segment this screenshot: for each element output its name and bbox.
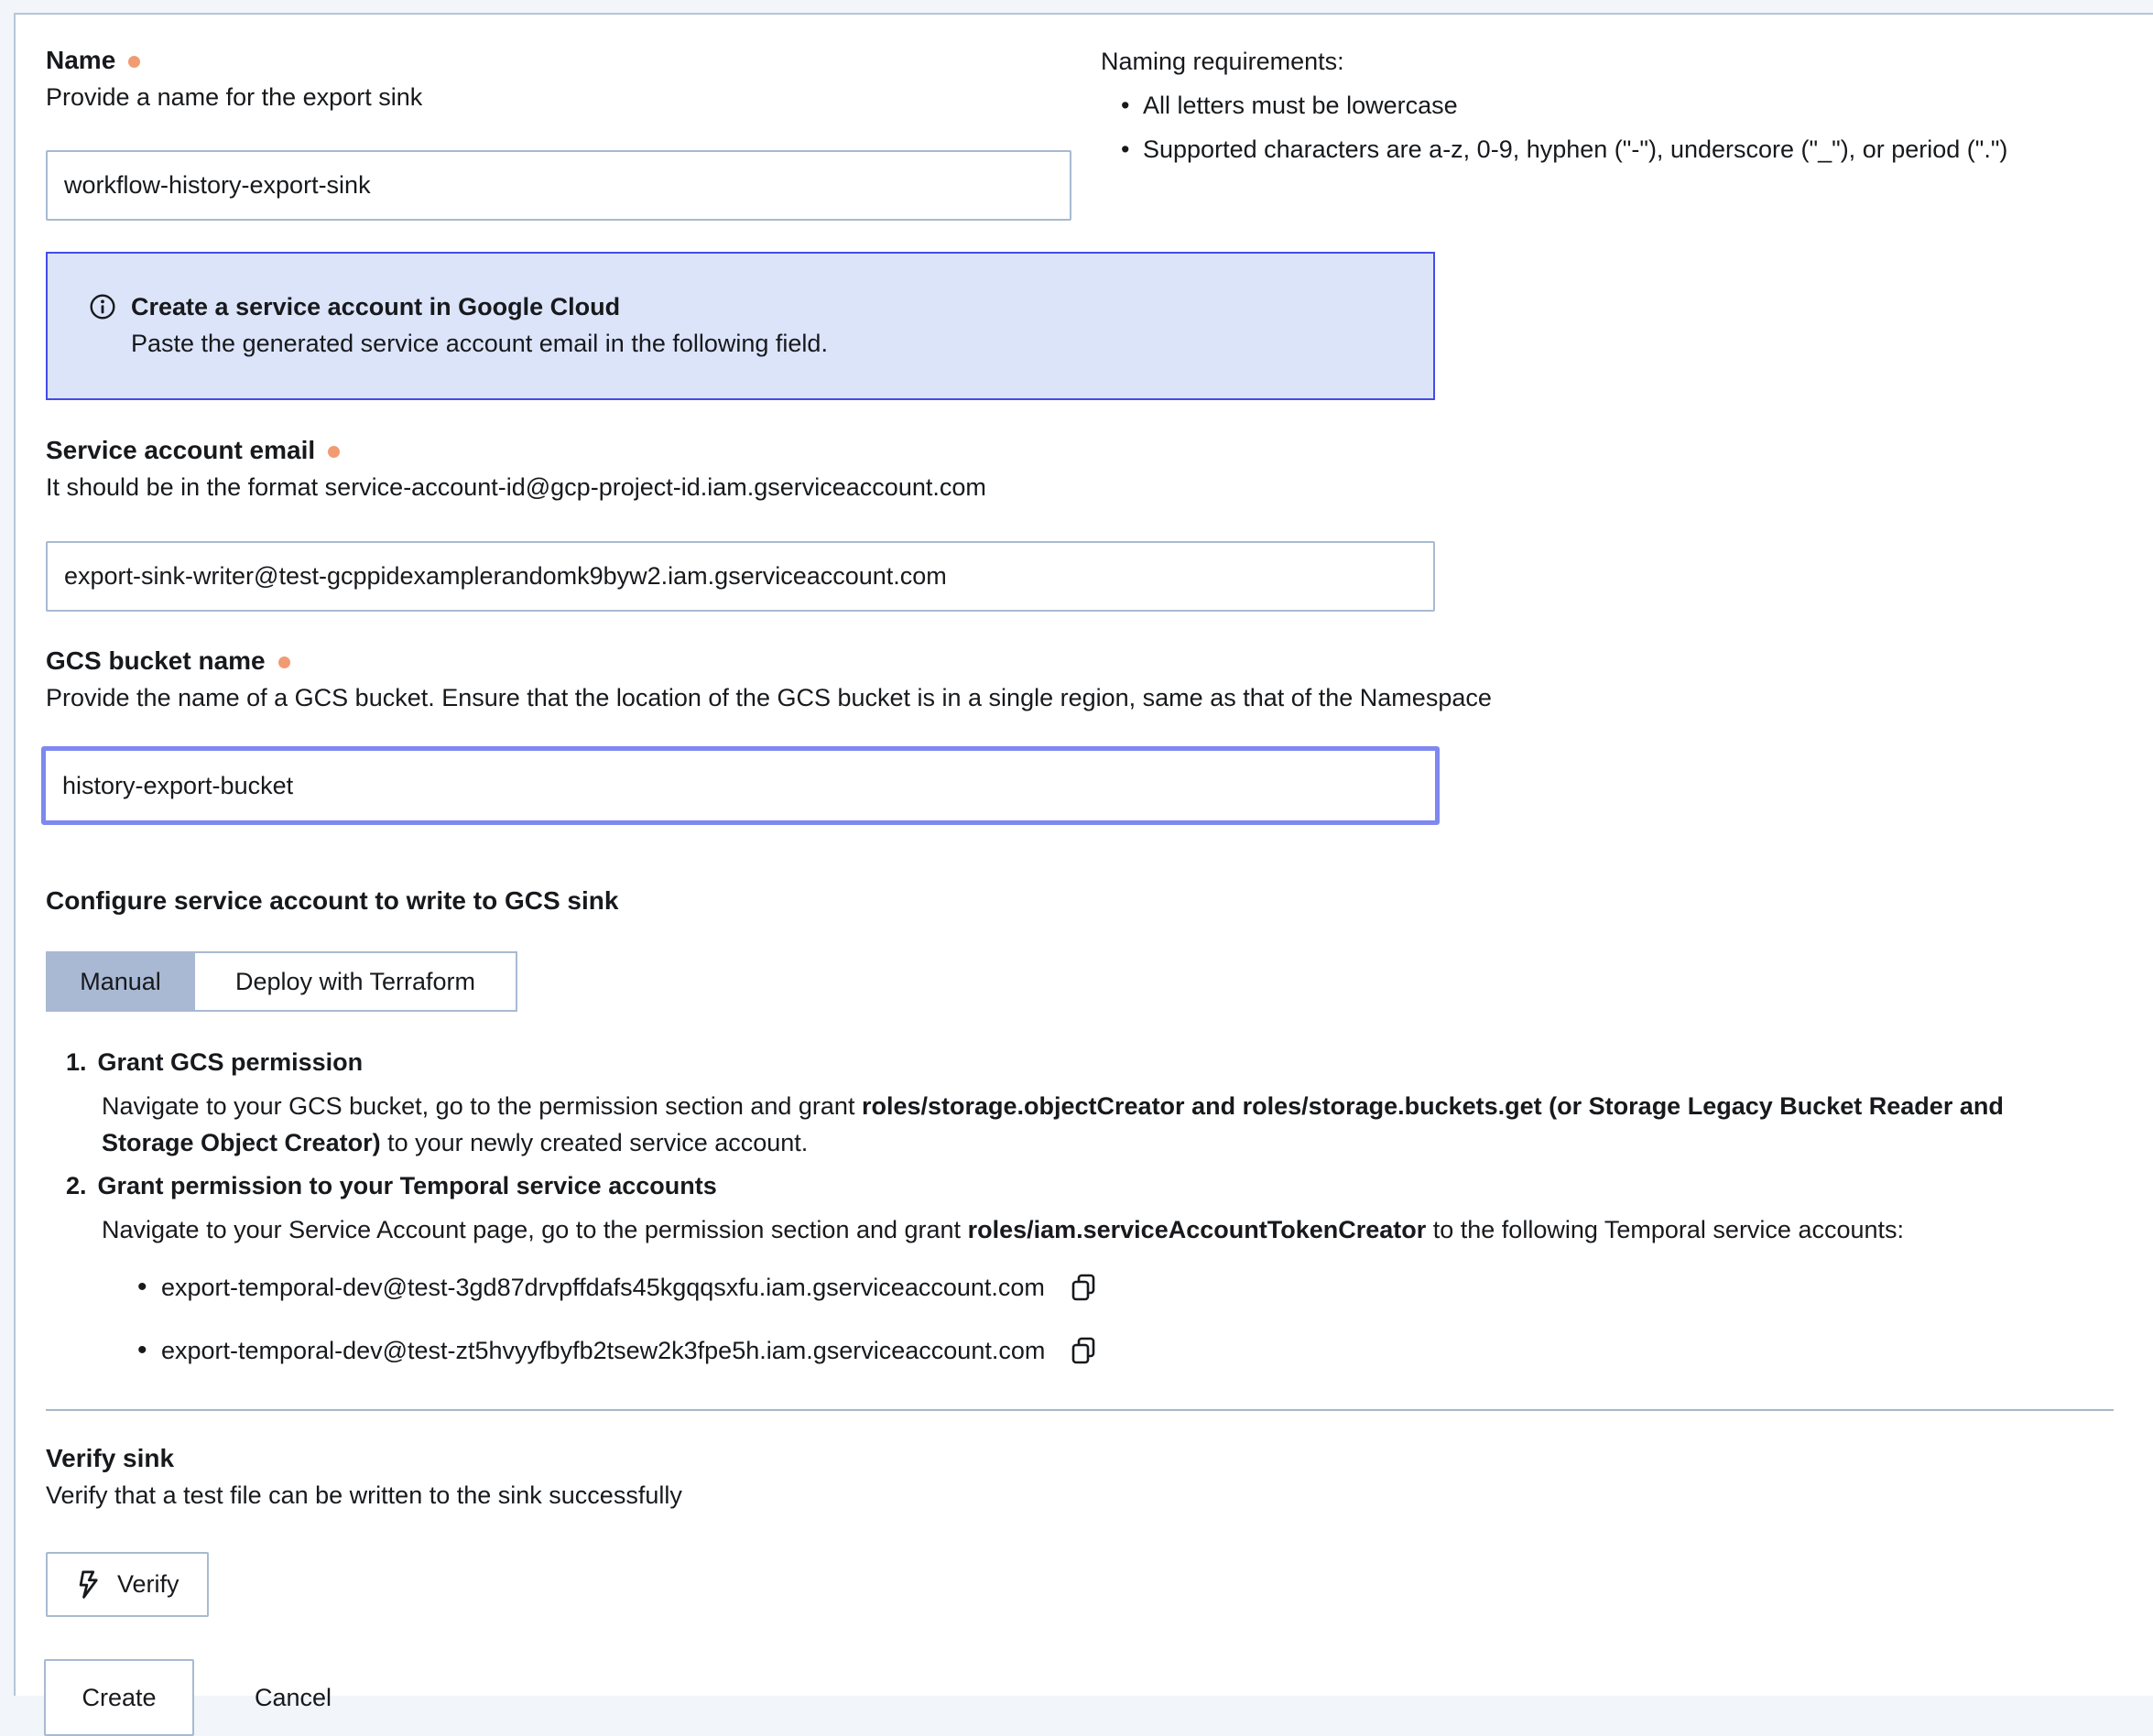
service-account-email-label-text: Service account email	[46, 436, 316, 464]
verify-sink-heading: Verify sink	[46, 1444, 175, 1472]
gcs-bucket-name-label-text: GCS bucket name	[46, 646, 266, 675]
required-dot-icon	[128, 56, 140, 68]
name-description: Provide a name for the export sink	[46, 83, 423, 111]
step-1-paragraph: Navigate to your GCS bucket, go to the permission section and grant roles/storage.objectCreator and roles/storage.buckets.get (or Storage Legacy Bucket Reader and Storage Object Creator) to your newly created service account.	[102, 1092, 2004, 1156]
gcs-bucket-name-description: Provide the name of a GCS bucket. Ensure that the location of the GCS bucket is in a single region, same as that of the Namespace	[46, 684, 1492, 711]
service-account-info-box	[46, 252, 1435, 400]
create-button[interactable]: Create	[44, 1659, 194, 1736]
step-2-paragraph: Navigate to your Service Account page, go to the permission section and grant roles/iam.serviceAccountTokenCreator to the following Temporal service accounts:	[102, 1216, 1905, 1243]
section-divider	[46, 1409, 2114, 1411]
step-1-title	[66, 1044, 2153, 1080]
required-dot-icon	[328, 446, 340, 458]
temporal-service-account-row	[137, 1269, 2153, 1306]
temporal-service-account-email: export-temporal-dev@test-zt5hvyyfbyfb2tsew2k3fpe5h.iam.gserviceaccount.com	[161, 1337, 1046, 1364]
export-sink-form-panel	[14, 13, 2153, 1711]
name-input[interactable]	[46, 150, 1071, 221]
copy-icon[interactable]	[1065, 1332, 1102, 1369]
info-box-title: Create a service account in Google Cloud	[131, 293, 621, 320]
copy-icon[interactable]	[1065, 1269, 1102, 1306]
configure-tab-group	[46, 951, 517, 1012]
step-1-marker: 1.	[66, 1048, 87, 1076]
gcs-bucket-name-label	[46, 643, 2153, 679]
bullet-icon: •	[137, 1335, 147, 1365]
info-box-title-row	[89, 288, 1433, 325]
naming-requirements-title: Naming requirements:	[1101, 48, 1344, 75]
gcs-bucket-name-input[interactable]	[41, 746, 1440, 825]
temporal-service-account-email: export-temporal-dev@test-3gd87drvpffdafs45kgqqsxfu.iam.gserviceaccount.com	[161, 1274, 1045, 1301]
service-account-email-input[interactable]	[46, 541, 1435, 612]
verify-button[interactable]	[46, 1552, 209, 1617]
service-account-email-description: It should be in the format service-account-id@gcp-project-id.iam.gserviceaccount.com	[46, 473, 986, 501]
cancel-button[interactable]: Cancel	[255, 1684, 332, 1711]
required-dot-icon	[278, 656, 290, 668]
form-content	[16, 15, 2153, 1736]
step-2-title-text: Grant permission to your Temporal service accounts	[97, 1172, 717, 1199]
naming-requirements	[1101, 43, 2145, 168]
temporal-service-account-row	[137, 1332, 2153, 1369]
step-2-marker: 2.	[66, 1172, 87, 1199]
info-icon	[89, 293, 116, 320]
form-actions	[46, 1659, 2153, 1736]
bolt-icon	[75, 1569, 103, 1600]
info-box-body: Paste the generated service account email in the following field.	[131, 330, 828, 357]
configure-section-heading: Configure service account to write to GCS sink	[46, 886, 619, 915]
tab-deploy-with-terraform[interactable]: Deploy with Terraform	[193, 953, 516, 1010]
manual-steps	[46, 1044, 2153, 1369]
bullet-icon: •	[137, 1272, 147, 1302]
step-1-title-text: Grant GCS permission	[97, 1048, 364, 1076]
service-account-email-label	[46, 432, 2153, 469]
naming-requirements-list	[1101, 87, 2145, 168]
tab-manual[interactable]: Manual	[48, 953, 193, 1010]
step-2-title	[66, 1167, 2153, 1204]
naming-requirement-item: • Supported characters are a-z, 0-9, hyphen ("-"), underscore ("_"), or period (".")	[1101, 131, 2145, 168]
name-label-text: Name	[46, 46, 116, 74]
verify-sink-description: Verify that a test file can be written to the sink successfully	[46, 1481, 682, 1509]
naming-requirement-item: • All letters must be lowercase	[1101, 87, 2145, 124]
verify-button-label: Verify	[117, 1570, 179, 1598]
